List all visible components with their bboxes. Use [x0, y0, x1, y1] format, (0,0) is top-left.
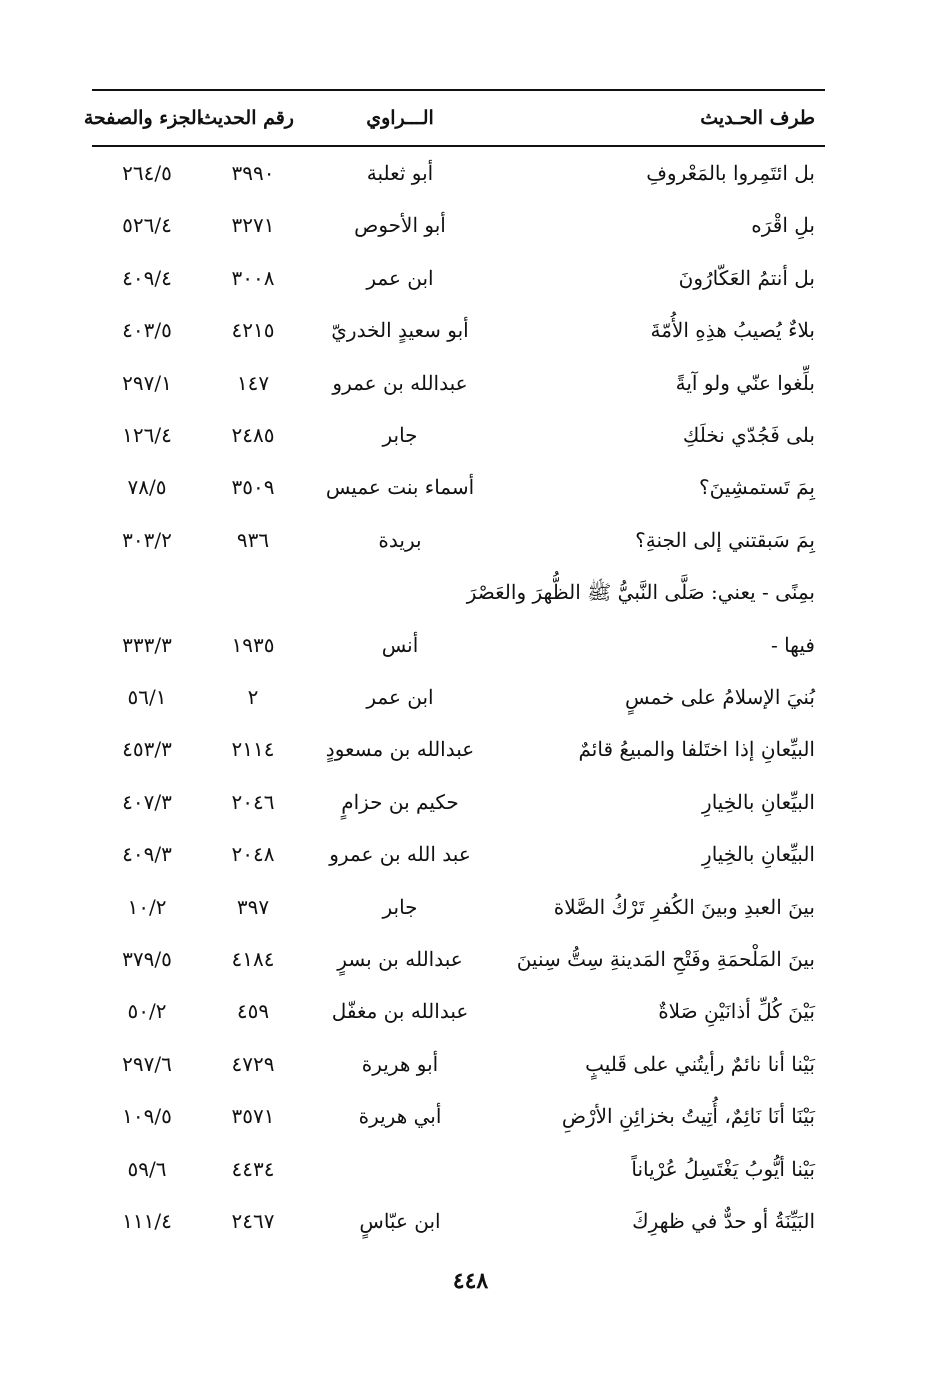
- narrator: عبد الله بن عمرو: [329, 842, 471, 867]
- narrator: بريدة: [378, 527, 422, 552]
- header-number: رقم الحديث: [199, 107, 294, 129]
- volume-page: ٤٠٩/٤: [122, 265, 172, 290]
- hadith-text: بينَ العبدِ وبينَ الكُفرِ تَرْكُ الصَّلاة: [553, 894, 815, 919]
- hadith-text: البيِّعانِ بالخِيارِ: [702, 842, 815, 867]
- hadith-number: ٤٥٩: [236, 999, 270, 1024]
- hadith-number: ٣٠٠٨: [231, 265, 275, 290]
- hadith-text: بلى فَجُدّي نخلَكِ: [682, 423, 815, 447]
- narrator: أبو سعيدٍ الخدريّ: [331, 318, 469, 343]
- hadith-text: بَيْنَا أنَا نَائِمٌ، أُتِيتُ بخزائِنِ الأرْضِ: [561, 1104, 815, 1129]
- page-number: ٤٤٨: [452, 1268, 489, 1294]
- table-row: [92, 784, 825, 824]
- volume-page: ٣٧٩/٥: [122, 947, 172, 971]
- narrator: ابن عبّاسٍ: [359, 1209, 441, 1233]
- volume-page: ٣٠٣/٢: [122, 527, 172, 552]
- table-row: [92, 679, 825, 719]
- header-rawi: الـــراوي: [366, 107, 434, 129]
- volume-page: ٤٠٧/٣: [122, 789, 172, 814]
- hadith-number: ٤٧٢٩: [231, 1051, 275, 1076]
- hadith-text: بمِنًى - يعني: صَلَّى النَّبيُّ ﷺ الظُّهرَ والعَصْرَ: [466, 580, 815, 605]
- hadith-number: ٢: [247, 685, 259, 709]
- volume-page: ١٠/٢: [127, 894, 167, 919]
- header-rule: [92, 145, 825, 147]
- hadith-text: بَيْنا أيُّوبُ يَغْتَسِلُ عُرْياناً: [631, 1156, 815, 1181]
- table-row: [92, 574, 825, 614]
- narrator: أنس: [381, 632, 419, 657]
- hadith-text: بُنيَ الإسلامُ على خمسٍ: [624, 685, 815, 709]
- table-row: [92, 469, 825, 509]
- narrator: عبدالله بن عمرو: [332, 370, 468, 395]
- hadith-number: ٣٢٧١: [231, 213, 275, 238]
- volume-page: ٢٦٤/٥: [122, 161, 172, 185]
- volume-page: ٢٩٧/١: [122, 370, 172, 395]
- narrator: جابر: [382, 894, 418, 919]
- hadith-text: بلِ اقْرَه: [751, 213, 815, 238]
- table-row: [92, 1046, 825, 1086]
- hadith-number: ٢٠٤٦: [231, 789, 275, 814]
- hadith-number: ٢٤٦٧: [231, 1209, 275, 1233]
- narrator: حكيم بن حزامٍ: [341, 789, 459, 814]
- hadith-number: ٢٤٨٥: [231, 423, 275, 447]
- hadith-number: ١٩٣٥: [231, 632, 275, 657]
- hadith-number: ٣٩٩٠: [231, 161, 275, 185]
- volume-page: ٢٩٧/٦: [122, 1051, 172, 1076]
- hadith-text: بِمَ سَبقتني إلى الجنةِ؟: [635, 527, 815, 552]
- narrator: ابن عمر: [366, 265, 434, 290]
- table-row: [92, 1203, 825, 1243]
- hadith-number: ٤١٨٤: [231, 947, 275, 971]
- table-row: [92, 417, 825, 457]
- hadith-number: ١٤٧: [236, 370, 270, 395]
- narrator: عبدالله بن مغفّل: [331, 999, 469, 1024]
- volume-page: ٥٦/١: [127, 685, 167, 709]
- table-row: [92, 260, 825, 300]
- hadith-text: البيِّعانِ بالخِيارِ: [702, 789, 815, 814]
- table-row: [92, 207, 825, 247]
- table-row: [92, 993, 825, 1033]
- hadith-text: بَيْنَ كُلِّ أذانَيْنِ صَلاةٌ: [658, 999, 815, 1024]
- volume-page: ٥٩/٦: [127, 1156, 167, 1181]
- volume-page: ١١١/٤: [122, 1209, 172, 1233]
- hadith-number: ٢٠٤٨: [231, 842, 275, 867]
- volume-page: ١٢٦/٤: [122, 423, 172, 447]
- hadith-number: ٣٥٠٩: [231, 475, 275, 500]
- hadith-text: البَيِّنَةُ أو حدٌّ في ظهرِكَ: [632, 1209, 815, 1233]
- hadith-number: ٩٣٦: [236, 527, 270, 552]
- hadith-text: بل أنتمُ العَكّارُونَ: [678, 265, 815, 290]
- table-row: [92, 1098, 825, 1138]
- table-row: [92, 836, 825, 876]
- table-row: [92, 522, 825, 562]
- volume-page: ١٠٩/٥: [122, 1104, 172, 1129]
- hadith-text: بَيْنا أنا نائمٌ رأيتُني على قَليبٍ: [585, 1051, 815, 1076]
- hadith-table: [92, 155, 825, 1235]
- table-row: [92, 365, 825, 405]
- narrator: جابر: [382, 423, 418, 447]
- volume-page: ٤٠٩/٣: [122, 842, 172, 867]
- table-row: [92, 941, 825, 981]
- narrator: أبو الأحوص: [354, 213, 446, 238]
- hadith-number: ٣٩٧: [236, 894, 270, 919]
- top-rule: [92, 89, 825, 91]
- hadith-number: ٣٥٧١: [231, 1104, 275, 1129]
- narrator: أبو هريرة: [361, 1051, 439, 1076]
- narrator: عبدالله بن مسعودٍ: [325, 737, 475, 762]
- volume-page: ٤٠٣/٥: [122, 318, 172, 343]
- table-row: [92, 312, 825, 352]
- volume-page: ٧٨/٥: [127, 475, 167, 500]
- hadith-number: ٤٤٣٤: [231, 1156, 275, 1181]
- table-row: [92, 889, 825, 929]
- volume-page: ٥٠/٢: [127, 999, 167, 1024]
- volume-page: ٤٥٣/٣: [122, 737, 172, 762]
- hadith-text: بلِّغوا عنّي ولو آيةً: [675, 370, 815, 395]
- hadith-number: ٤٢١٥: [231, 318, 275, 343]
- narrator: عبدالله بن بسرٍ: [337, 947, 463, 971]
- volume-page: ٥٢٦/٤: [122, 213, 172, 238]
- header-volume-page: الجزء والصفحة: [83, 107, 202, 129]
- hadith-text: فيها -: [770, 632, 815, 657]
- header-hadith: طرف الحـديث: [700, 107, 815, 129]
- hadith-text: بينَ المَلْحمَةِ وفَتْحِ المَدينةِ سِتُّ سِنينَ: [516, 947, 815, 971]
- table-row: [92, 1151, 825, 1191]
- narrator: أسماء بنت عميس: [325, 475, 475, 500]
- table-row: [92, 627, 825, 667]
- hadith-number: ٢١١٤: [231, 737, 275, 762]
- hadith-text: البيِّعانِ إذا اختَلفا والمبيعُ قائمٌ: [578, 737, 815, 762]
- narrator: أبو ثعلبة: [366, 161, 434, 185]
- volume-page: ٣٣٣/٣: [122, 632, 172, 657]
- hadith-text: بلاءٌ يُصيبُ هذِهِ الأُمّةَ: [650, 318, 815, 343]
- narrator: ابن عمر: [366, 685, 434, 709]
- table-header: [83, 102, 825, 136]
- hadith-text: بِمَ تَستمشِينَ؟: [699, 475, 815, 500]
- table-row: [92, 731, 825, 771]
- narrator: أبي هريرة: [358, 1104, 442, 1129]
- table-row: [92, 155, 825, 195]
- hadith-text: بل ائتَمِروا بالمَعْروفِ: [646, 161, 815, 185]
